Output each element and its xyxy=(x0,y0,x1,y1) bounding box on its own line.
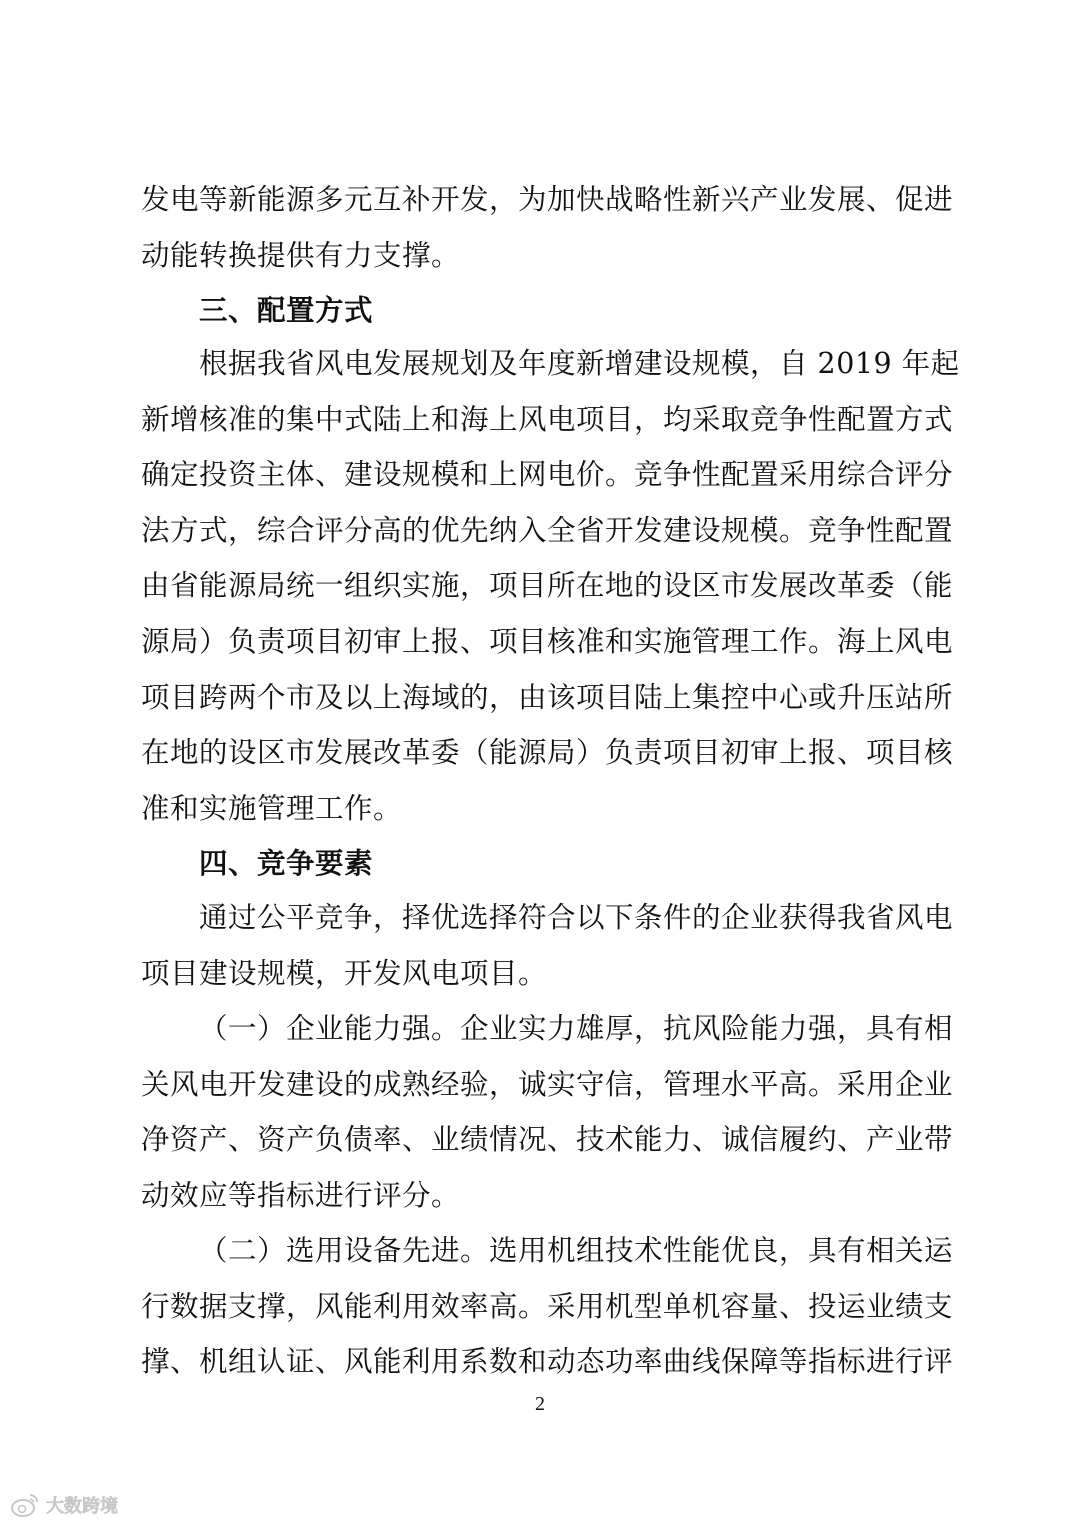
paragraph-line: 根据我省风电发展规划及年度新增建设规模，自 2019 年起 xyxy=(199,347,960,380)
paragraph-line: （二）选用设备先进。选用机组技术性能优良，具有相关运 xyxy=(199,1234,954,1267)
paragraph-line: 确定投资主体、建设规模和上网电价。竞争性配置采用综合评分 xyxy=(141,458,954,491)
paragraph-line: 关风电开发建设的成熟经验，诚实守信，管理水平高。采用企业 xyxy=(141,1068,954,1101)
paragraph-line: 撑、机组认证、风能利用系数和动态功率曲线保障等指标进行评 xyxy=(141,1345,954,1378)
paragraph-line: 项目跨两个市及以上海域的，由该项目陆上集控中心或升压站所 xyxy=(141,681,954,714)
paragraph-line: 行数据支撑，风能利用效率高。采用机型单机容量、投运业绩支 xyxy=(141,1290,954,1323)
page-number: 2 xyxy=(535,1393,545,1415)
watermark-text: 大数跨境 xyxy=(46,1496,118,1517)
paragraph-line: 动效应等指标进行评分。 xyxy=(141,1179,461,1212)
paragraph-line: 动能转换提供有力支撑。 xyxy=(141,239,461,272)
paragraph-line: 净资产、资产负债率、业绩情况、技术能力、诚信履约、产业带 xyxy=(141,1123,954,1156)
paragraph-line: （一）企业能力强。企业实力雄厚，抗风险能力强，具有相 xyxy=(199,1012,954,1045)
paragraph-line: 由省能源局统一组织实施，项目所在地的设区市发展改革委（能 xyxy=(141,569,954,602)
section-heading: 三、配置方式 xyxy=(199,293,374,327)
weibo-logo-icon xyxy=(10,1492,40,1518)
section-heading: 四、竞争要素 xyxy=(199,846,374,880)
paragraph-line: 项目建设规模，开发风电项目。 xyxy=(141,957,548,990)
paragraph-line: 发电等新能源多元互补开发，为加快战略性新兴产业发展、促进 xyxy=(141,183,954,216)
paragraph-line: 通过公平竞争，择优选择符合以下条件的企业获得我省风电 xyxy=(199,901,954,934)
paragraph-line: 准和实施管理工作。 xyxy=(141,792,403,825)
paragraph-line: 源局）负责项目初审上报、项目核准和实施管理工作。海上风电 xyxy=(141,625,954,658)
paragraph-line: 新增核准的集中式陆上和海上风电项目，均采取竞争性配置方式 xyxy=(141,403,954,436)
paragraph-line: 法方式，综合评分高的优先纳入全省开发建设规模。竞争性配置 xyxy=(141,514,954,547)
watermark xyxy=(10,1490,118,1520)
paragraph-line: 在地的设区市发展改革委（能源局）负责项目初审上报、项目核 xyxy=(141,736,954,769)
